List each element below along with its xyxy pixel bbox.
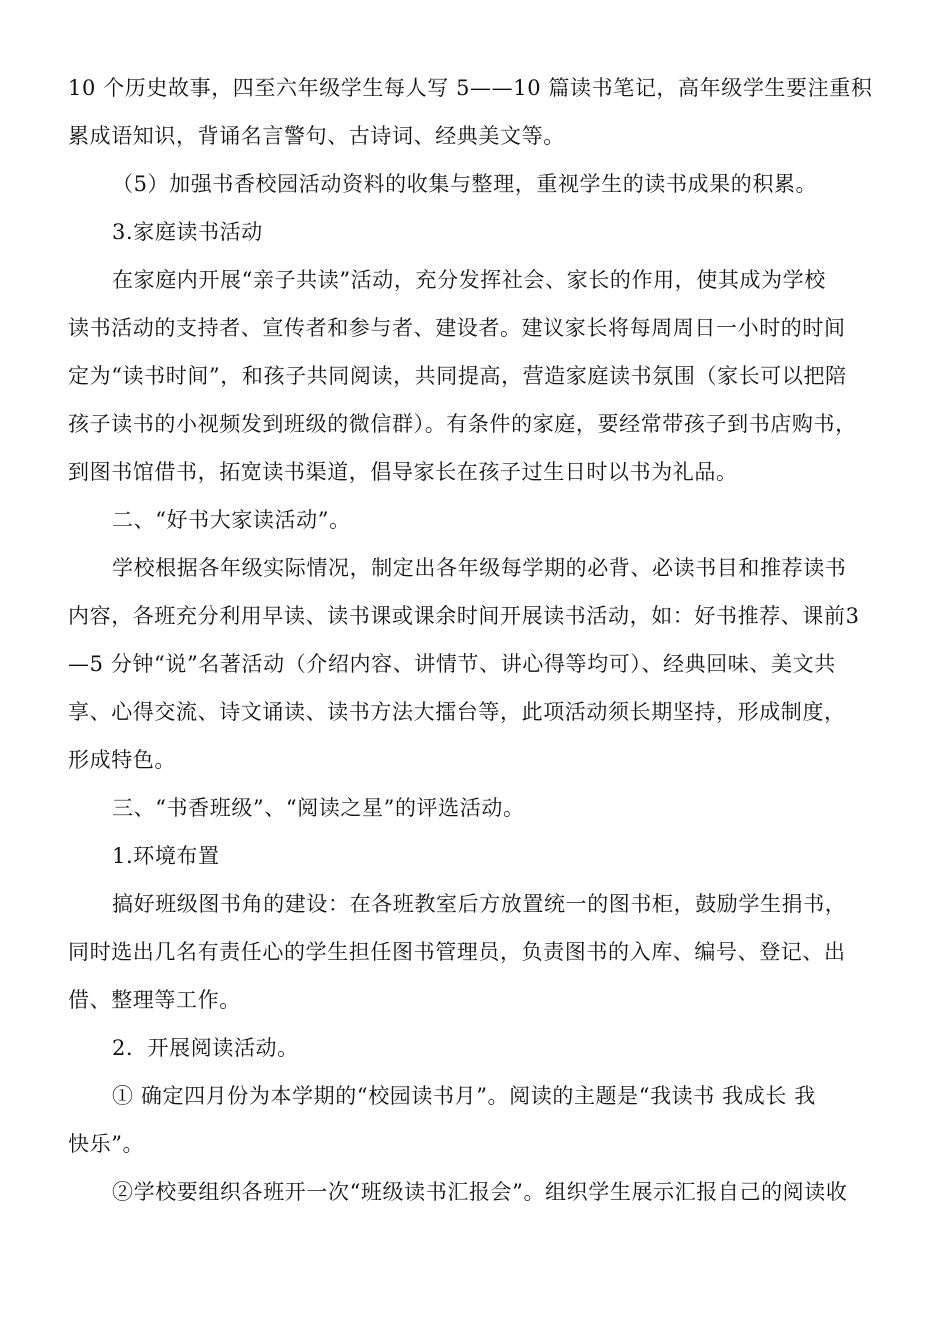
text-line: 读书活动的支持者、宣传者和参与者、建设者。建议家长将每周周日一小时的时间: [68, 316, 846, 340]
document-page: [68, 74, 883, 1207]
text-line: ②学校要组织各班开一次“班级读书汇报会”。组织学生展示汇报自己的阅读收: [112, 1180, 848, 1204]
text-line: 享、心得交流、诗文诵读、读书方法大擂台等，此项活动须长期坚持，形成制度，: [68, 700, 846, 724]
text-line: 孩子读书的小视频发到班级的微信群）。有条件的家庭，要经常带孩子到书店购书，: [68, 412, 857, 436]
text-line: 学校根据各年级实际情况，制定出各年级每学期的必背、必读书目和推荐读书: [112, 556, 847, 580]
text-line: 借、整理等工作。: [68, 988, 241, 1012]
text-line: 搞好班级图书角的建设：在各班教室后方放置统一的图书柜，鼓励学生捐书，: [112, 892, 847, 916]
text-line: 形成特色。: [68, 748, 176, 772]
section-heading: 二、“好书大家读活动”。: [112, 508, 351, 532]
text-line: 快乐”。: [68, 1132, 145, 1156]
text-line: 内容，各班充分利用早读、读书课或课余时间开展读书活动，如：好书推荐、课前3: [68, 604, 860, 628]
section-heading: 1.环境布置: [112, 844, 220, 868]
text-line: 到图书馆借书，拓宽读书渠道，倡导家长在孩子过生日时以书为礼品。: [68, 460, 738, 484]
text-line: 同时选出几名有责任心的学生担任图书管理员，负责图书的入库、编号、登记、出: [68, 940, 846, 964]
text-line: 10 个历史故事，四至六年级学生每人写 5——10 篇读书笔记，高年级学生要注重积: [68, 76, 873, 100]
text-line: 在家庭内开展“亲子共读”活动，充分发挥社会、家长的作用，使其成为学校: [112, 268, 826, 292]
text-line: 定为“读书时间”，和孩子共同阅读，共同提高，营造家庭读书氛围（家长可以把陪: [68, 364, 847, 388]
text-line: —5 分钟“说”名著活动（介绍内容、讲情节、讲心得等均可）、经典回味、美文共: [68, 652, 836, 676]
text-line: ① 确定四月份为本学期的“校园读书月”。阅读的主题是“我读书 我成长 我: [112, 1084, 816, 1108]
section-heading: 3.家庭读书活动: [112, 220, 263, 244]
text-line: 累成语知识，背诵名言警句、古诗词、经典美文等。: [68, 124, 565, 148]
text-line: （5）加强书香校园活动资料的收集与整理，重视学生的读书成果的积累。: [112, 172, 818, 196]
section-heading: 2．开展阅读活动。: [112, 1036, 299, 1060]
section-heading: 三、“书香班级”、“阅读之星”的评选活动。: [112, 796, 525, 820]
